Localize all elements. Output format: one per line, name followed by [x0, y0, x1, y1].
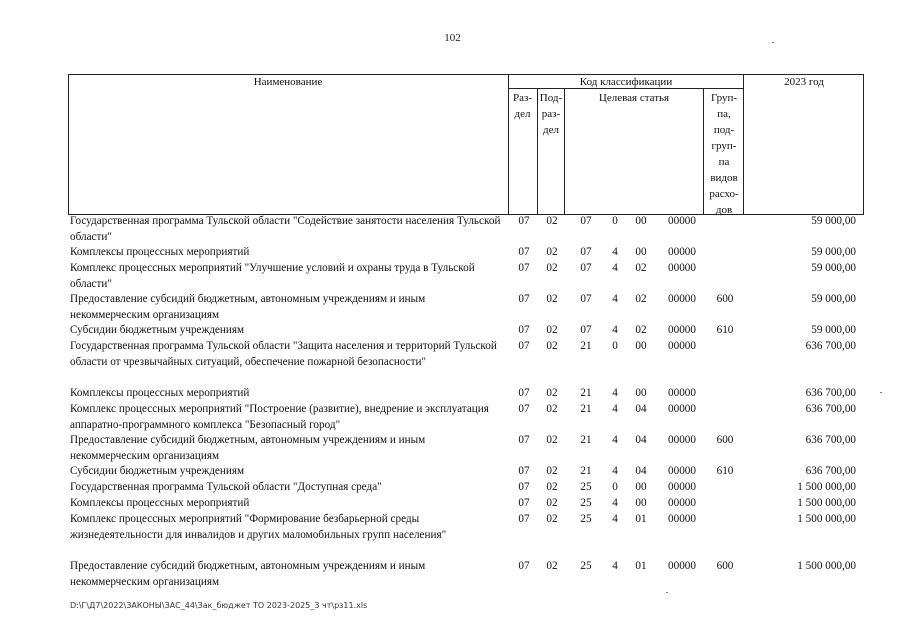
amount-2023: 59 000,00: [811, 246, 856, 258]
direction-code: 00000: [668, 387, 696, 399]
complex-code: 02: [635, 324, 647, 336]
program-type-code: 0: [612, 340, 618, 352]
row-name: Предоставление субсидий бюджетным, автономным учреждениям и иным некоммерческим организациям: [70, 293, 426, 321]
direction-code: 00000: [668, 481, 696, 493]
subsection-code: 02: [546, 340, 558, 352]
table-row: [70, 512, 860, 559]
subsection-code: 02: [546, 465, 558, 477]
subsection-code: 02: [546, 293, 558, 305]
complex-code: 04: [635, 403, 647, 415]
amount-2023: 636 700,00: [805, 403, 856, 415]
program-code: 21: [580, 465, 592, 477]
subsection-code: 02: [546, 262, 558, 274]
table-row: [70, 245, 860, 261]
row-name: Государственная программа Тульской области "Защита населения и территорий Тульской области от чрезвычайных ситуаций, обеспечение пожарной безопасности": [70, 340, 497, 368]
amount-2023: 1 500 000,00: [797, 513, 856, 525]
expense-type-code: 600: [716, 434, 734, 446]
subsection-code: 02: [546, 434, 558, 446]
program-type-code: 4: [612, 465, 618, 477]
program-code: 07: [580, 246, 592, 258]
complex-code: 00: [635, 246, 647, 258]
direction-code: 00000: [668, 293, 696, 305]
complex-code: 01: [635, 560, 647, 572]
subsection-header: Под- раз- дел: [539, 92, 563, 136]
section-code: 07: [518, 481, 530, 493]
program-type-code: 4: [612, 403, 618, 415]
table-row: [70, 261, 860, 292]
direction-code: 00000: [668, 497, 696, 509]
section-code: 07: [518, 262, 530, 274]
program-code: 21: [580, 387, 592, 399]
complex-code: 00: [635, 340, 647, 352]
row-name: Субсидии бюджетным учреждениям: [70, 324, 245, 336]
program-code: 25: [580, 481, 592, 493]
expense-type-code: 610: [716, 324, 734, 336]
subsection-code: 02: [546, 246, 558, 258]
amount-2023: 636 700,00: [805, 387, 856, 399]
table-row: [70, 464, 860, 480]
section-code: 07: [518, 215, 530, 227]
amount-2023: 1 500 000,00: [797, 560, 856, 572]
program-type-code: 4: [612, 560, 618, 572]
row-name: Субсидии бюджетным учреждениям: [70, 465, 245, 477]
table-row: [70, 339, 860, 386]
section-code: 07: [518, 293, 530, 305]
amount-2023: 59 000,00: [811, 215, 856, 227]
program-code: 21: [580, 340, 592, 352]
amount-2023: 59 000,00: [811, 293, 856, 305]
section-code: 07: [518, 324, 530, 336]
program-type-code: 4: [612, 262, 618, 274]
table-row: [70, 292, 860, 323]
complex-code: 00: [635, 481, 647, 493]
section-code: 07: [518, 465, 530, 477]
complex-code: 02: [635, 262, 647, 274]
header-frame: [68, 74, 864, 215]
direction-code: 00000: [668, 465, 696, 477]
row-name: Государственная программа Тульской области "Доступная среда": [70, 481, 382, 493]
row-name: Комплексы процессных мероприятий: [70, 387, 250, 399]
amount-2023: 59 000,00: [811, 262, 856, 274]
amount-2023: 636 700,00: [805, 465, 856, 477]
table-row: [70, 386, 860, 402]
subsection-code: 02: [546, 403, 558, 415]
row-name: Предоставление субсидий бюджетным, автономным учреждениям и иным некоммерческим организациям: [70, 434, 426, 462]
section-code: 07: [518, 497, 530, 509]
subsection-code: 02: [546, 513, 558, 525]
complex-code: 04: [635, 434, 647, 446]
direction-code: 00000: [668, 513, 696, 525]
complex-code: 02: [635, 293, 647, 305]
direction-code: 00000: [668, 340, 696, 352]
amount-2023: 59 000,00: [811, 324, 856, 336]
subsection-code: 02: [546, 324, 558, 336]
table-row: [70, 559, 860, 590]
complex-code: 00: [635, 387, 647, 399]
subsection-code: 02: [546, 560, 558, 572]
expense-type-code: 600: [716, 293, 734, 305]
table-row: [70, 323, 860, 339]
row-name: Государственная программа Тульской области "Содействие занятости населения Тульской области": [70, 215, 501, 243]
row-name: Комплекс процессных мероприятий "Формирование безбарьерной среды жизнедеятельности для инвалидов и других маломобильных групп населения": [70, 513, 447, 541]
direction-code: 00000: [668, 262, 696, 274]
program-type-code: 4: [612, 387, 618, 399]
row-name: Комплекс процессных мероприятий "Улучшение условий и охраны труда в Тульской области": [70, 262, 475, 290]
table-row: [70, 402, 860, 433]
program-type-code: 4: [612, 246, 618, 258]
row-name: Комплексы процессных мероприятий: [70, 497, 250, 509]
section-code: 07: [518, 340, 530, 352]
table-row: [70, 496, 860, 512]
program-code: 25: [580, 560, 592, 572]
subsection-code: 02: [546, 497, 558, 509]
section-code: 07: [518, 403, 530, 415]
row-name: Предоставление субсидий бюджетным, автономным учреждениям и иным некоммерческим организациям: [70, 560, 426, 588]
program-type-code: 0: [612, 481, 618, 493]
direction-code: 00000: [668, 403, 696, 415]
program-code: 21: [580, 403, 592, 415]
program-type-code: 4: [612, 513, 618, 525]
section-code: 07: [518, 246, 530, 258]
subsection-code: 02: [546, 387, 558, 399]
expense-type-code: 600: [716, 560, 734, 572]
program-code: 07: [580, 262, 592, 274]
year-column-header: 2023 год: [784, 76, 824, 88]
scan-speck: [880, 392, 882, 393]
complex-code: 00: [635, 497, 647, 509]
subsection-code: 02: [546, 215, 558, 227]
amount-2023: 1 500 000,00: [797, 497, 856, 509]
code-group-header: Код классификации: [579, 76, 673, 88]
direction-code: 00000: [668, 560, 696, 572]
section-code: 07: [518, 513, 530, 525]
program-type-code: 0: [612, 215, 618, 227]
direction-code: 00000: [668, 434, 696, 446]
amount-2023: 1 500 000,00: [797, 481, 856, 493]
scan-speck: [772, 42, 774, 43]
program-code: 07: [580, 293, 592, 305]
program-type-code: 4: [612, 293, 618, 305]
table-row: [70, 480, 860, 496]
complex-code: 01: [635, 513, 647, 525]
program-code: 25: [580, 497, 592, 509]
direction-code: 00000: [668, 324, 696, 336]
complex-code: 00: [635, 215, 647, 227]
program-code: 21: [580, 434, 592, 446]
expense-group-header: Груп- па, под- груп- па видов расхо- дов: [709, 92, 739, 216]
page-number: 102: [444, 32, 461, 44]
subsection-code: 02: [546, 481, 558, 493]
section-code: 07: [518, 434, 530, 446]
section-code: 07: [518, 560, 530, 572]
direction-code: 00000: [668, 246, 696, 258]
table-header: [68, 74, 864, 214]
scan-speck: [666, 592, 668, 593]
program-code: 25: [580, 513, 592, 525]
name-column-header: Наименование: [253, 76, 323, 88]
complex-code: 04: [635, 465, 647, 477]
amount-2023: 636 700,00: [805, 340, 856, 352]
section-code: 07: [518, 387, 530, 399]
section-header: Раз- дел: [512, 92, 532, 120]
footer-file-path: D:\Г\Д7\2022\ЗАКОНЫ\ЗАС_44\Зак_бюджет ТО 2023-2025_3 чт\рз11.xls: [70, 601, 368, 610]
program-code: 07: [580, 324, 592, 336]
amount-2023: 636 700,00: [805, 434, 856, 446]
expense-type-code: 610: [716, 465, 734, 477]
target-article-header: Целевая статья: [598, 92, 670, 104]
program-code: 07: [580, 215, 592, 227]
table-body: [70, 214, 860, 590]
table-row: [70, 433, 860, 464]
direction-code: 00000: [668, 215, 696, 227]
row-name: Комплексы процессных мероприятий: [70, 246, 250, 258]
program-type-code: 4: [612, 324, 618, 336]
program-type-code: 4: [612, 497, 618, 509]
table-row: [70, 214, 860, 245]
row-name: Комплекс процессных мероприятий "Построение (развитие), внедрение и эксплуатация аппаратно-программного комплекса "Безопасный город": [70, 403, 489, 431]
program-type-code: 4: [612, 434, 618, 446]
